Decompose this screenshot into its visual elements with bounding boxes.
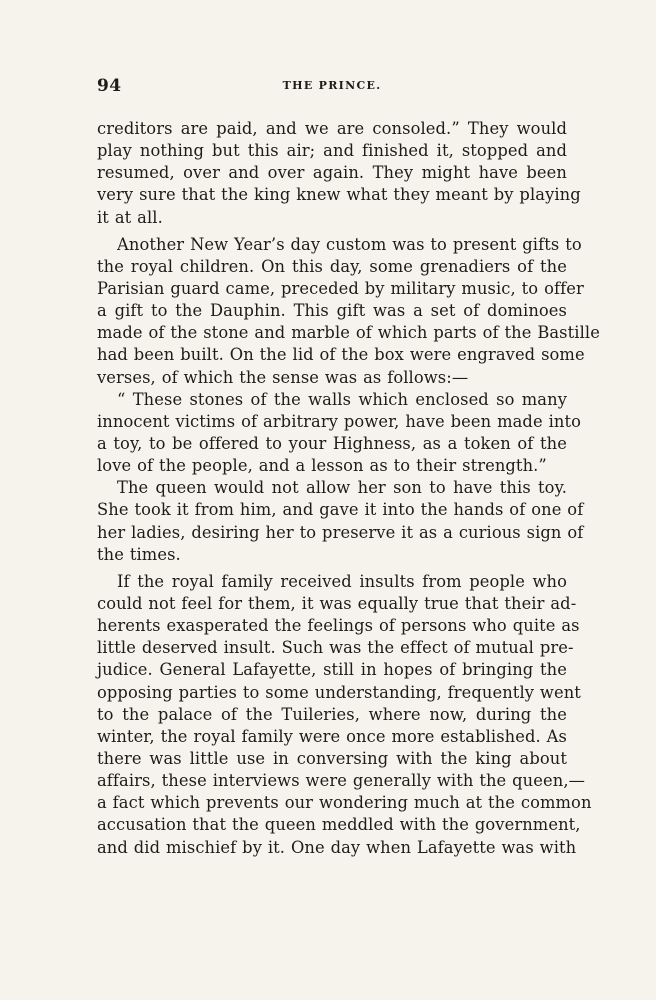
- paragraph: [97, 571, 592, 859]
- paragraph: [97, 234, 600, 389]
- page-header: [97, 76, 567, 100]
- text-line: affairs, these interviews were generally with the queen,—: [97, 771, 585, 791]
- text-line: “ These stones of the walls which enclosed so many: [117, 389, 567, 409]
- text-line: it at all.: [97, 207, 163, 227]
- text-line: winter, the royal family were once more established. As: [97, 726, 567, 746]
- text-line: Parisian guard came, preceded by military music, to offer: [97, 278, 584, 298]
- text-line: herents exasperated the feelings of persons who quite as: [97, 616, 580, 636]
- text-line: The queen would not allow her son to have this toy.: [117, 478, 567, 498]
- text-line: a toy, to be offered to your Highness, as a token of the: [97, 433, 567, 453]
- text-line: judice. General Lafayette, still in hopes of bringing the: [97, 660, 567, 680]
- paragraph: [97, 477, 584, 566]
- page-number: 94: [97, 76, 122, 96]
- text-line: She took it from him, and gave it into the hands of one of: [97, 500, 584, 520]
- text-line: a fact which prevents our wondering much at the common: [97, 793, 592, 813]
- text-line: her ladies, desiring her to preserve it as a curious sign of: [97, 522, 584, 542]
- text-line: and did mischief by it. One day when Lafayette was with: [97, 837, 577, 857]
- text-line: had been built. On the lid of the box were engraved some: [97, 345, 585, 365]
- text-line: made of the stone and marble of which parts of the Bastille: [97, 323, 600, 343]
- paragraph: [97, 118, 581, 229]
- text-line: play nothing but this air; and finished it, stopped and: [97, 141, 567, 161]
- text-line: accusation that the queen meddled with the government,: [97, 815, 581, 835]
- text-line: to the palace of the Tuileries, where now, during the: [97, 704, 567, 724]
- text-line: innocent victims of arbitrary power, have been made into: [97, 411, 582, 431]
- text-line: love of the people, and a lesson as to their strength.”: [97, 456, 547, 476]
- running-head: THE PRINCE.: [282, 79, 382, 92]
- text-line: Another New Year’s day custom was to present gifts to: [117, 234, 582, 254]
- text-line: very sure that the king knew what they meant by playing: [97, 185, 581, 205]
- text-line: could not feel for them, it was equally true that their ad-: [97, 593, 577, 613]
- text-line: verses, of which the sense was as follows:—: [97, 367, 469, 387]
- text-line: a gift to the Dauphin. This gift was a set of dominoes: [97, 301, 567, 321]
- text-line: the royal children. On this day, some grenadiers of the: [97, 256, 567, 276]
- text-line: there was little use in conversing with the king about: [97, 748, 567, 768]
- text-line: creditors are paid, and we are consoled.” They would: [97, 119, 567, 138]
- text-line: the times.: [97, 544, 181, 564]
- body-text: [97, 118, 600, 859]
- text-line: little deserved insult. Such was the effect of mutual pre-: [97, 638, 574, 658]
- text-line: If the royal family received insults from people who: [117, 571, 567, 591]
- text-line: opposing parties to some understanding, frequently went: [97, 682, 581, 702]
- text-line: resumed, over and over again. They might have been: [97, 163, 567, 183]
- quotation-paragraph: [97, 389, 582, 478]
